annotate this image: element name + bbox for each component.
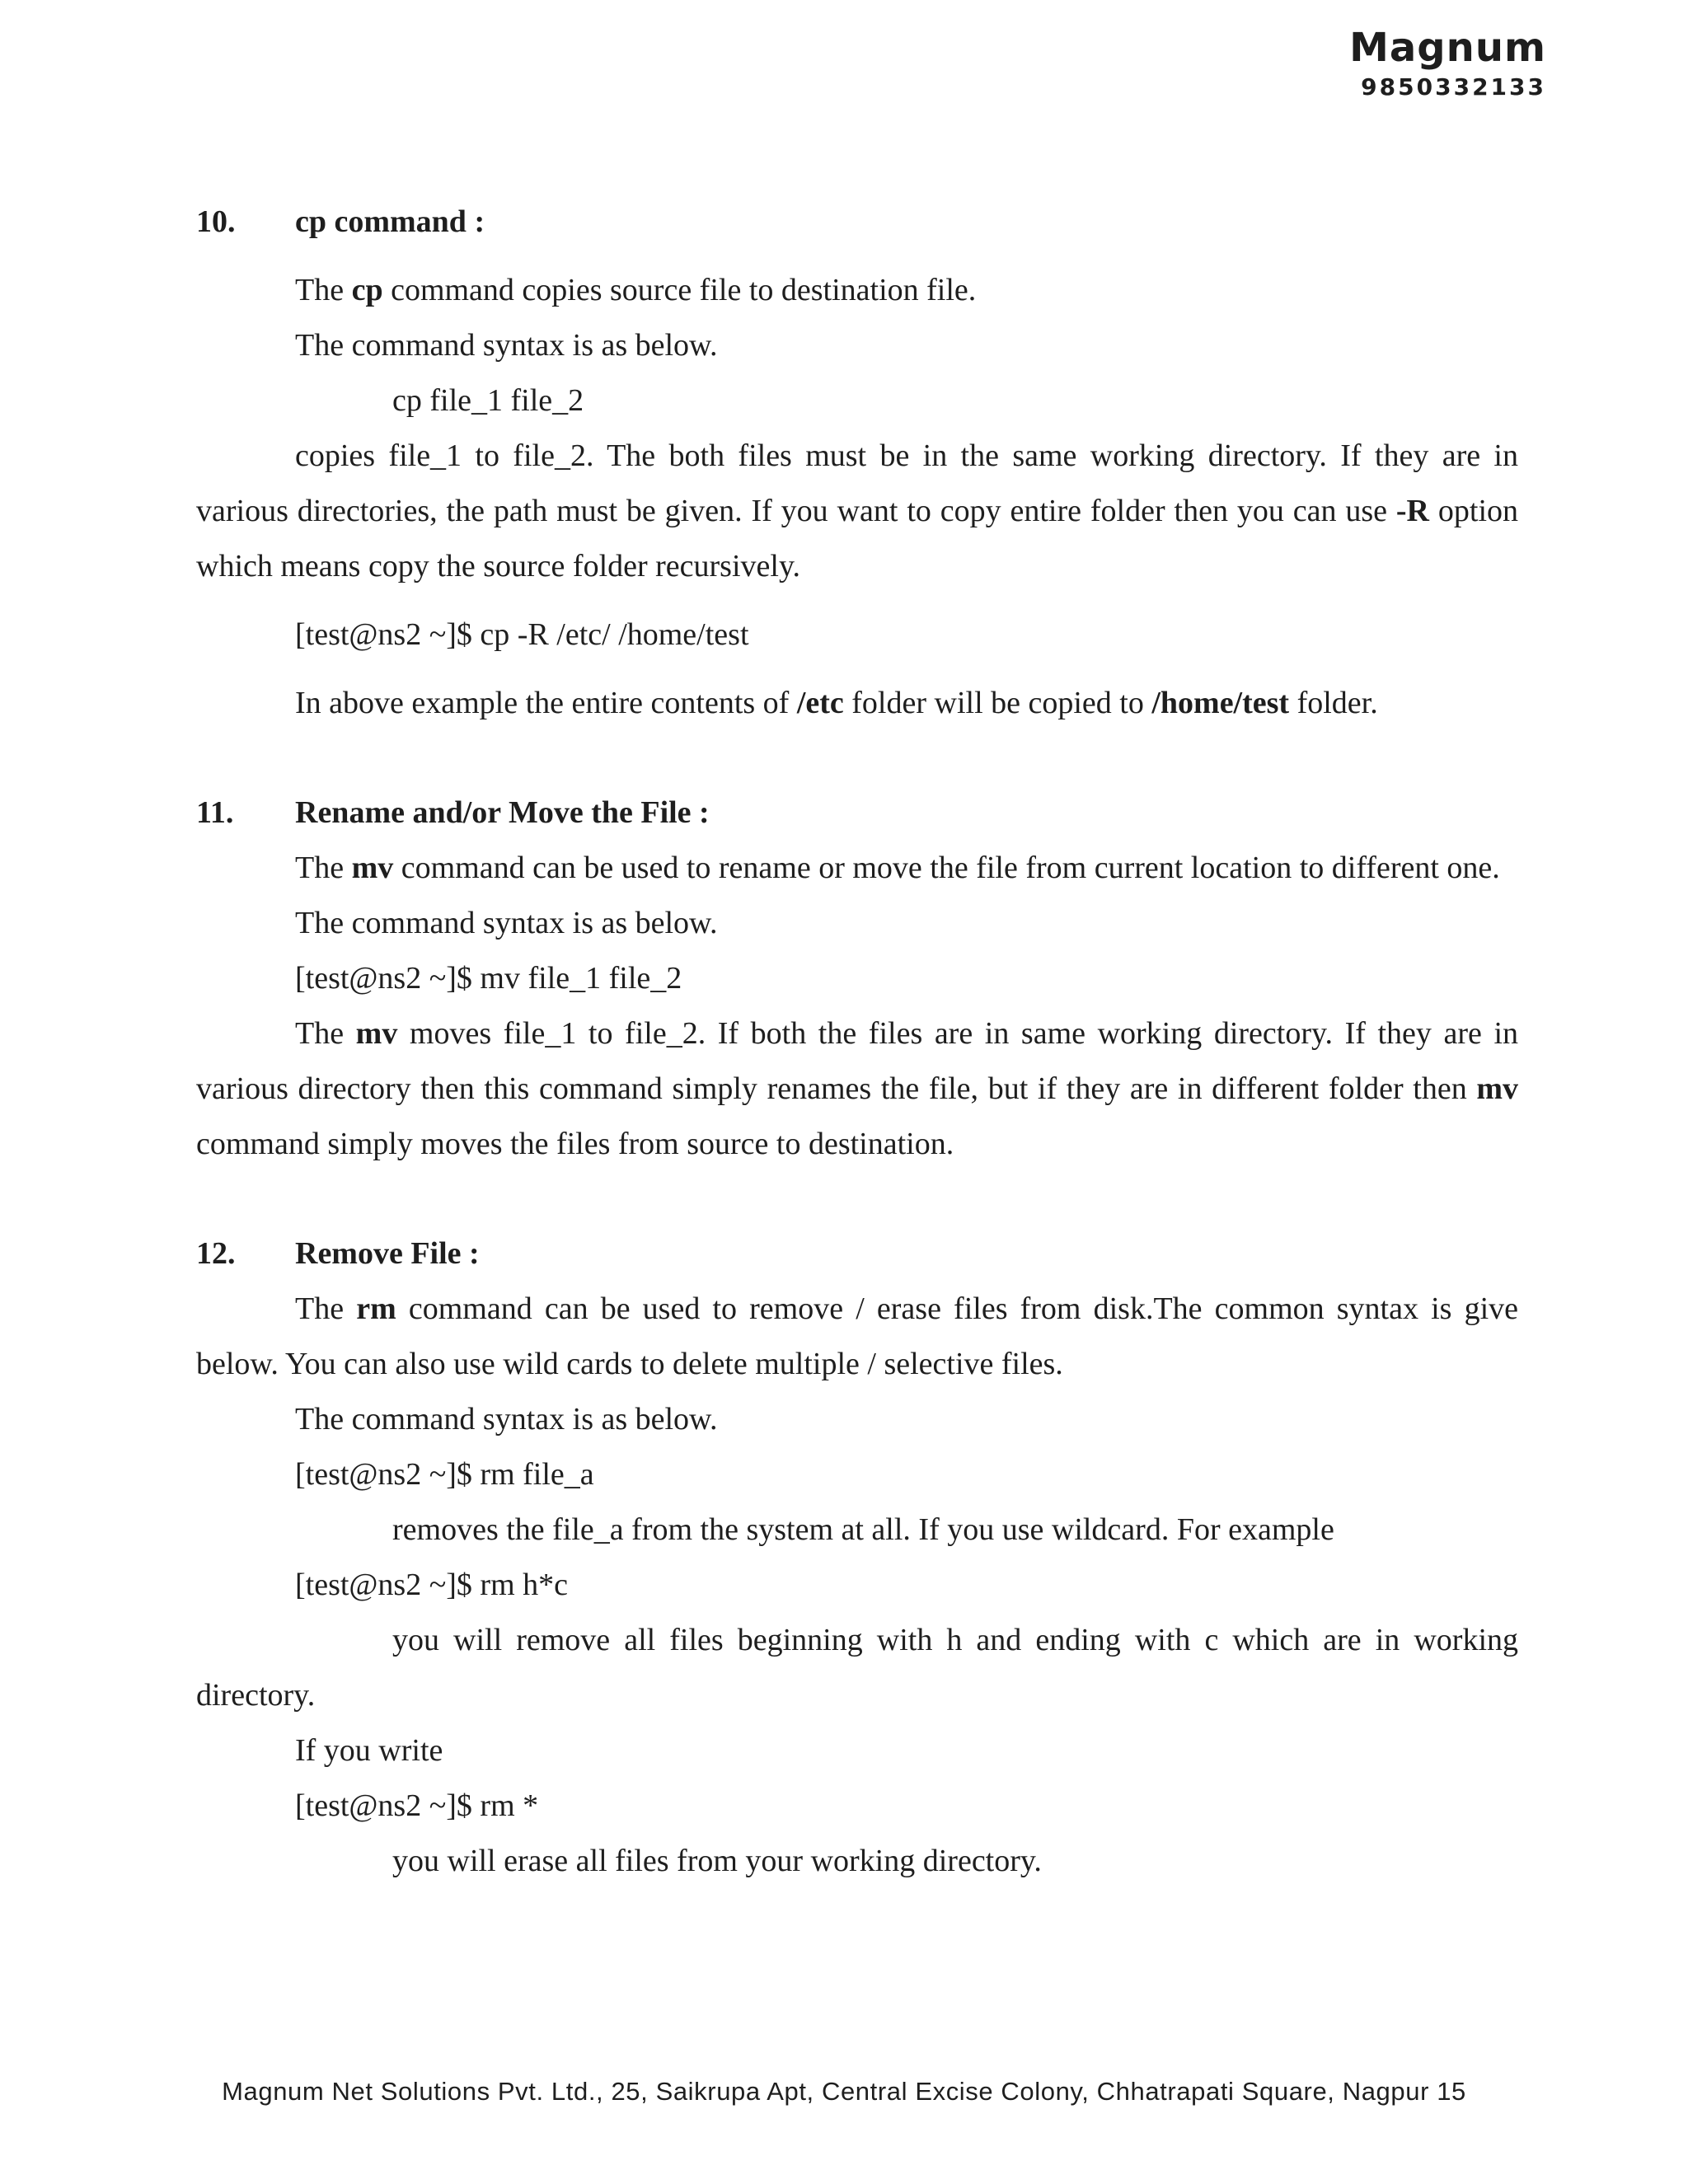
section-title: Rename and/or Move the File : [295,795,710,830]
mv-intro: The mv command can be used to rename or move the file from current location to different one. [295,851,1500,885]
cp-command-name: cp [351,273,383,307]
rm-example-3-description: you will erase all files from your working directory. [392,1844,1042,1878]
section-number: 10. [196,204,236,239]
section-number: 11. [196,795,234,830]
rm-example-1: [test@ns2 ~]$ rm file_a [295,1457,594,1492]
cp-example-note: In above example the entire contents of /etc folder will be copied to /home/test folder. [295,686,1378,720]
mv-example: [test@ns2 ~]$ mv file_1 file_2 [295,961,682,996]
section-title: Remove File : [295,1236,480,1271]
cp-recursive-option: -R [1395,494,1429,528]
page-footer: Magnum Net Solutions Pvt. Ltd., 25, Saikrupa Apt, Central Excise Colony, Chhatrapati Square, Nagpur 15 [222,2077,1466,2106]
cp-example: [test@ns2 ~]$ cp -R /etc/ /home/test [295,617,749,652]
cp-intro: The cp command copies source file to destination file. [295,273,977,307]
brand-name: Magnum [1349,25,1546,71]
rm-example-1-description: removes the file_a from the system at all. If you use wildcard. For example [392,1512,1334,1547]
section-12-heading [196,1226,1518,1282]
rm-example-3: [test@ns2 ~]$ rm * [295,1788,539,1823]
section-10-heading [196,194,1518,250]
section-title: cp command : [295,204,485,239]
brand-phone: 9850332133 [1361,73,1546,101]
rm-description: The rm command can be used to remove / erase files from disk.The common syntax is give below. You can also use wild cards to delete multiple / selective files. [196,1291,1518,1381]
document-body [196,194,1518,1889]
section-11-heading [196,785,1518,841]
rm-if-write: If you write [295,1733,443,1768]
mv-description: The mv moves file_1 to file_2. If both the files are in same working directory. If they are in various directory then this command simply renames the file, but if they are in different folder then mv command simply moves the files from source to destination. [196,1016,1519,1161]
rm-example-2: [test@ns2 ~]$ rm h*c [295,1568,568,1602]
cp-syntax: cp file_1 file_2 [392,383,584,418]
rm-command-name: rm [356,1291,396,1326]
rm-example-2-description: you will remove all files beginning with h and ending with c which are in working directory. [196,1623,1518,1713]
rm-syntax-label: The command syntax is as below. [295,1402,718,1436]
cp-syntax-label: The command syntax is as below. [295,328,718,363]
brand-header [1349,23,1546,102]
section-number: 12. [196,1236,236,1271]
mv-syntax-label: The command syntax is as below. [295,906,718,940]
cp-description: copies file_1 to file_2. The both files must be in the same working directory. If they are in various directories, the path must be given. If you want to copy entire folder then you can use -R option which means copy the source folder recursively. [196,438,1519,583]
mv-command-name: mv [351,851,394,885]
